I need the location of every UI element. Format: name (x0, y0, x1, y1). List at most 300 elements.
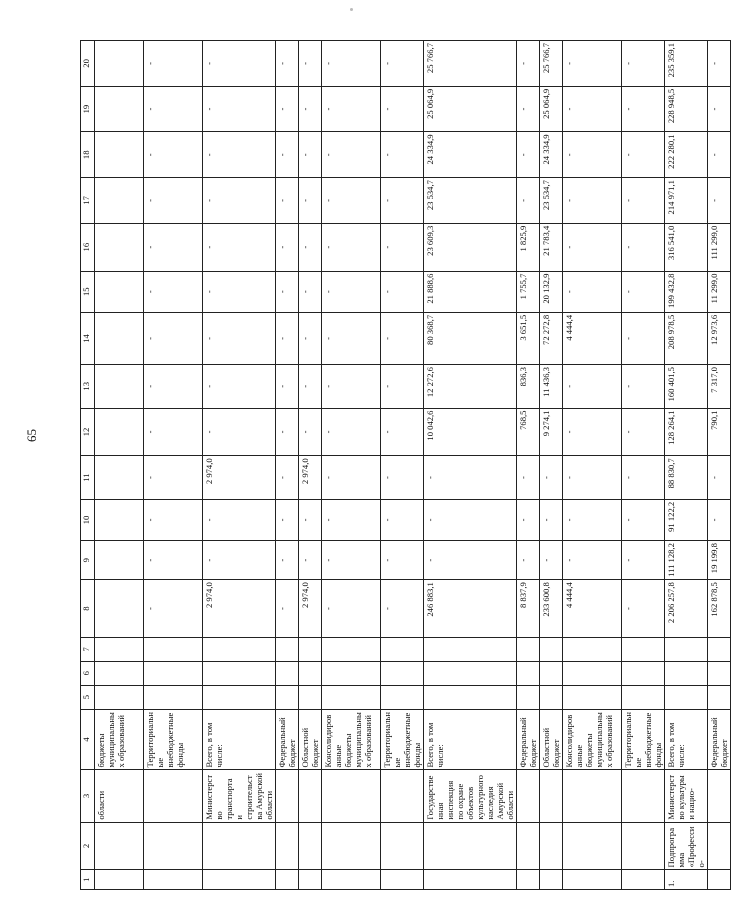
index-cell (517, 870, 540, 890)
funding-source-cell: Федеральный бюджет (517, 709, 540, 770)
value-cell (95, 271, 144, 312)
value-cell (517, 637, 540, 661)
program-cell (381, 822, 424, 870)
column-number: 14 (81, 312, 95, 364)
value-cell (95, 132, 144, 178)
program-cell (95, 822, 144, 870)
value-cell: - (622, 178, 665, 224)
program-cell (563, 822, 622, 870)
value-cell (203, 637, 276, 661)
value-cell (665, 685, 708, 709)
index-cell (381, 870, 424, 890)
value-cell: 228 948,5 (665, 86, 708, 132)
funding-source-cell: Областной бюджет (540, 709, 563, 770)
column-number: 15 (81, 271, 95, 312)
value-cell: - (381, 178, 424, 224)
value-cell: - (622, 456, 665, 499)
funding-source-cell: Консолидированные бюджеты муниципальных образований (322, 709, 381, 770)
value-cell: 111 128,2 (665, 541, 708, 580)
value-cell (144, 637, 203, 661)
value-cell: - (540, 541, 563, 580)
funding-source-cell: Всего, в том числе: (203, 709, 276, 770)
executor-cell: Министерство транспорта и строительства Амурской области (203, 770, 276, 822)
value-cell: 2 206 257,8 (665, 580, 708, 638)
funding-source-cell: Консолидированные бюджеты муниципальных образований (563, 709, 622, 770)
value-cell: 23 609,3 (424, 223, 517, 271)
rotated-table-container (80, 40, 729, 890)
column-number: 17 (81, 178, 95, 224)
table-row (203, 41, 276, 890)
value-cell: - (381, 223, 424, 271)
value-cell: - (144, 223, 203, 271)
executor-cell: Министерство культуры и нацио- (665, 770, 708, 822)
value-cell (622, 685, 665, 709)
value-cell: - (276, 271, 299, 312)
value-cell: 233 600,8 (540, 580, 563, 638)
value-cell: - (322, 132, 381, 178)
value-cell: - (381, 41, 424, 87)
program-cell: Подпрограмма «Профессио- (665, 822, 708, 870)
table-row (381, 41, 424, 890)
value-cell: - (322, 312, 381, 364)
table-row (540, 41, 563, 890)
executor-cell (540, 770, 563, 822)
table-row (95, 41, 144, 890)
index-cell (322, 870, 381, 890)
value-cell: - (381, 456, 424, 499)
value-cell: - (622, 365, 665, 408)
value-cell (540, 685, 563, 709)
value-cell: - (622, 499, 665, 540)
funding-source-cell: Территориальные внебюджетные фонды (381, 709, 424, 770)
value-cell (563, 637, 622, 661)
value-cell: - (203, 223, 276, 271)
value-cell: - (322, 580, 381, 638)
value-cell (424, 661, 517, 685)
value-cell: - (708, 41, 731, 87)
value-cell: - (276, 365, 299, 408)
value-cell: - (144, 312, 203, 364)
value-cell: 4 444,4 (563, 580, 622, 638)
value-cell: - (276, 41, 299, 87)
value-cell (517, 661, 540, 685)
value-cell: 11 436,3 (540, 365, 563, 408)
value-cell: - (622, 86, 665, 132)
funding-source-cell: Всего, в том числе: (665, 709, 708, 770)
value-cell: 2 974,0 (203, 456, 276, 499)
value-cell: 7 317,0 (708, 365, 731, 408)
value-cell: - (322, 456, 381, 499)
executor-cell: области (95, 770, 144, 822)
value-cell: - (424, 499, 517, 540)
column-number: 1 (81, 870, 95, 890)
value-cell: - (563, 456, 622, 499)
index-cell: 1. (665, 870, 708, 890)
value-cell: 24 334,9 (540, 132, 563, 178)
value-cell: - (203, 499, 276, 540)
executor-cell (517, 770, 540, 822)
index-cell (424, 870, 517, 890)
value-cell: - (517, 456, 540, 499)
value-cell (276, 685, 299, 709)
column-number: 7 (81, 637, 95, 661)
value-cell: 222 280,1 (665, 132, 708, 178)
value-cell: - (144, 408, 203, 456)
index-cell (540, 870, 563, 890)
value-cell (665, 661, 708, 685)
value-cell: 4 444,4 (563, 312, 622, 364)
value-cell: - (203, 271, 276, 312)
table-row (276, 41, 299, 890)
value-cell: - (708, 86, 731, 132)
index-cell (563, 870, 622, 890)
value-cell: 768,5 (517, 408, 540, 456)
value-cell: - (276, 541, 299, 580)
value-cell (95, 365, 144, 408)
column-number: 5 (81, 685, 95, 709)
value-cell (95, 312, 144, 364)
value-cell (622, 661, 665, 685)
program-cell (540, 822, 563, 870)
table-row (622, 41, 665, 890)
value-cell: 9 274,1 (540, 408, 563, 456)
value-cell (203, 685, 276, 709)
value-cell: - (144, 271, 203, 312)
value-cell: 19 199,8 (708, 541, 731, 580)
value-cell (540, 637, 563, 661)
value-cell: 80 368,7 (424, 312, 517, 364)
value-cell: 25 064,9 (424, 86, 517, 132)
value-cell: 235 359,1 (665, 41, 708, 87)
value-cell (95, 41, 144, 87)
funding-source-cell: Территориальные внебюджетные фонды (144, 709, 203, 770)
value-cell: - (622, 223, 665, 271)
column-number: 19 (81, 86, 95, 132)
value-cell: 790,1 (708, 408, 731, 456)
value-cell: 2 974,0 (299, 456, 322, 499)
program-cell (299, 822, 322, 870)
value-cell (322, 661, 381, 685)
value-cell (95, 86, 144, 132)
value-cell: 21 888,6 (424, 271, 517, 312)
value-cell: - (144, 132, 203, 178)
index-cell (144, 870, 203, 890)
value-cell: - (322, 178, 381, 224)
value-cell: - (517, 86, 540, 132)
value-cell (708, 637, 731, 661)
funding-source-cell: Областной бюджет (299, 709, 322, 770)
value-cell: 128 264,1 (665, 408, 708, 456)
value-cell: 316 541,0 (665, 223, 708, 271)
value-cell: - (144, 456, 203, 499)
value-cell: 23 534,7 (424, 178, 517, 224)
value-cell: - (276, 178, 299, 224)
value-cell: - (517, 541, 540, 580)
value-cell: 1 825,9 (517, 223, 540, 271)
value-cell: - (563, 271, 622, 312)
value-cell: - (144, 86, 203, 132)
value-cell: - (322, 499, 381, 540)
value-cell (276, 661, 299, 685)
value-cell: 246 883,1 (424, 580, 517, 638)
value-cell: - (708, 456, 731, 499)
column-number: 6 (81, 661, 95, 685)
value-cell (299, 661, 322, 685)
value-cell: - (424, 456, 517, 499)
executor-cell (563, 770, 622, 822)
value-cell: 25 064,9 (540, 86, 563, 132)
executor-cell (381, 770, 424, 822)
value-cell (563, 685, 622, 709)
index-cell (299, 870, 322, 890)
value-cell: - (622, 132, 665, 178)
value-cell (708, 661, 731, 685)
value-cell: 23 534,7 (540, 178, 563, 224)
value-cell: - (622, 580, 665, 638)
value-cell (424, 685, 517, 709)
value-cell: - (563, 223, 622, 271)
column-number: 9 (81, 541, 95, 580)
funding-source-cell: Федеральный бюджет (276, 709, 299, 770)
value-cell: - (276, 312, 299, 364)
column-number: 11 (81, 456, 95, 499)
value-cell (381, 661, 424, 685)
value-cell (144, 685, 203, 709)
value-cell: - (622, 408, 665, 456)
value-cell: - (517, 499, 540, 540)
value-cell: - (322, 365, 381, 408)
value-cell: - (563, 365, 622, 408)
table-row (563, 41, 622, 890)
value-cell: 836,3 (517, 365, 540, 408)
value-cell: - (563, 408, 622, 456)
value-cell (381, 685, 424, 709)
value-cell: - (708, 499, 731, 540)
value-cell: - (563, 499, 622, 540)
value-cell (322, 637, 381, 661)
value-cell: - (299, 312, 322, 364)
program-cell (517, 822, 540, 870)
value-cell: 20 132,9 (540, 271, 563, 312)
value-cell: - (144, 41, 203, 87)
value-cell: - (299, 541, 322, 580)
value-cell (665, 637, 708, 661)
value-cell: - (276, 499, 299, 540)
value-cell: - (381, 408, 424, 456)
value-cell: - (563, 541, 622, 580)
value-cell: 8 837,9 (517, 580, 540, 638)
value-cell: - (622, 541, 665, 580)
value-cell: - (540, 499, 563, 540)
value-cell: 12 272,6 (424, 365, 517, 408)
value-cell: - (381, 86, 424, 132)
value-cell: - (381, 271, 424, 312)
column-number: 20 (81, 41, 95, 87)
value-cell (276, 637, 299, 661)
value-cell (95, 661, 144, 685)
column-number: 13 (81, 365, 95, 408)
value-cell: - (322, 86, 381, 132)
value-cell: - (276, 580, 299, 638)
funding-source-cell: Федеральный бюджет (708, 709, 731, 770)
value-cell (540, 661, 563, 685)
value-cell: - (144, 178, 203, 224)
value-cell: - (299, 86, 322, 132)
executor-cell (322, 770, 381, 822)
column-number: 16 (81, 223, 95, 271)
value-cell: - (708, 132, 731, 178)
value-cell: - (322, 41, 381, 87)
value-cell: - (322, 223, 381, 271)
value-cell: 199 432,8 (665, 271, 708, 312)
column-number: 2 (81, 822, 95, 870)
value-cell: 11 299,0 (708, 271, 731, 312)
value-cell (708, 685, 731, 709)
value-cell: - (203, 312, 276, 364)
index-cell (276, 870, 299, 890)
column-number: 4 (81, 709, 95, 770)
funding-source-cell: Всего, в том числе: (424, 709, 517, 770)
column-number: 10 (81, 499, 95, 540)
value-cell (95, 456, 144, 499)
value-cell: - (276, 132, 299, 178)
value-cell: - (381, 365, 424, 408)
value-cell (322, 685, 381, 709)
budget-table (80, 40, 731, 890)
executor-cell: Государственная инспекция по охране объектов культурного наследия Амурской области (424, 770, 517, 822)
program-cell (203, 822, 276, 870)
value-cell: - (563, 86, 622, 132)
value-cell: 12 973,6 (708, 312, 731, 364)
column-number: 18 (81, 132, 95, 178)
value-cell: - (381, 312, 424, 364)
value-cell (95, 637, 144, 661)
program-cell (708, 822, 731, 870)
table-row (708, 41, 731, 890)
value-cell: - (299, 365, 322, 408)
value-cell: - (144, 580, 203, 638)
value-cell: - (517, 178, 540, 224)
column-number: 12 (81, 408, 95, 456)
value-cell: 111 299,0 (708, 223, 731, 271)
value-cell (95, 223, 144, 271)
value-cell: - (299, 132, 322, 178)
column-number: 3 (81, 770, 95, 822)
value-cell: 24 334,9 (424, 132, 517, 178)
table-row (424, 41, 517, 890)
value-cell (95, 499, 144, 540)
value-cell (95, 541, 144, 580)
column-number: 8 (81, 580, 95, 638)
value-cell: - (299, 499, 322, 540)
page-number: 65 (24, 429, 39, 442)
value-cell: 72 272,8 (540, 312, 563, 364)
value-cell (95, 178, 144, 224)
value-cell: 25 766,7 (540, 41, 563, 87)
table-row (144, 41, 203, 890)
program-cell (276, 822, 299, 870)
value-cell: - (299, 223, 322, 271)
value-cell: 10 042,6 (424, 408, 517, 456)
value-cell (95, 685, 144, 709)
value-cell: - (203, 41, 276, 87)
table-row (517, 41, 540, 890)
value-cell: - (622, 312, 665, 364)
value-cell: - (144, 499, 203, 540)
value-cell: 1 755,7 (517, 271, 540, 312)
index-cell (95, 870, 144, 890)
value-cell: - (299, 178, 322, 224)
value-cell: - (622, 271, 665, 312)
value-cell: - (381, 132, 424, 178)
value-cell (622, 637, 665, 661)
value-cell: - (322, 541, 381, 580)
table-row (299, 41, 322, 890)
value-cell: - (299, 408, 322, 456)
value-cell: - (381, 499, 424, 540)
value-cell: 2 974,0 (203, 580, 276, 638)
value-cell: 88 830,7 (665, 456, 708, 499)
value-cell (299, 637, 322, 661)
value-cell: 3 651,5 (517, 312, 540, 364)
executor-cell (708, 770, 731, 822)
value-cell: - (276, 86, 299, 132)
value-cell: 162 878,5 (708, 580, 731, 638)
value-cell: - (563, 41, 622, 87)
value-cell: - (708, 178, 731, 224)
value-cell: - (381, 541, 424, 580)
value-cell: - (563, 178, 622, 224)
program-cell (424, 822, 517, 870)
value-cell: - (203, 541, 276, 580)
executor-cell (299, 770, 322, 822)
table-row (322, 41, 381, 890)
value-cell: - (299, 41, 322, 87)
program-cell (322, 822, 381, 870)
value-cell (381, 637, 424, 661)
value-cell: - (203, 408, 276, 456)
value-cell: 2 974,0 (299, 580, 322, 638)
value-cell: - (203, 86, 276, 132)
value-cell (203, 661, 276, 685)
value-cell: 214 971,1 (665, 178, 708, 224)
table-row (665, 41, 708, 890)
value-cell: - (381, 580, 424, 638)
column-number-row (81, 41, 95, 890)
value-cell: - (424, 541, 517, 580)
value-cell (95, 580, 144, 638)
value-cell (424, 637, 517, 661)
value-cell: 160 401,5 (665, 365, 708, 408)
value-cell: - (203, 178, 276, 224)
value-cell: - (540, 456, 563, 499)
value-cell: - (276, 408, 299, 456)
value-cell: - (203, 132, 276, 178)
value-cell: - (322, 408, 381, 456)
value-cell: - (203, 365, 276, 408)
value-cell (563, 661, 622, 685)
value-cell: 25 766,7 (424, 41, 517, 87)
value-cell (517, 685, 540, 709)
index-cell (622, 870, 665, 890)
executor-cell (144, 770, 203, 822)
scan-dot (350, 8, 353, 11)
value-cell: - (322, 271, 381, 312)
value-cell: - (517, 132, 540, 178)
funding-source-cell: бюджеты муниципальных образований (95, 709, 144, 770)
value-cell: - (144, 541, 203, 580)
value-cell: 208 978,5 (665, 312, 708, 364)
